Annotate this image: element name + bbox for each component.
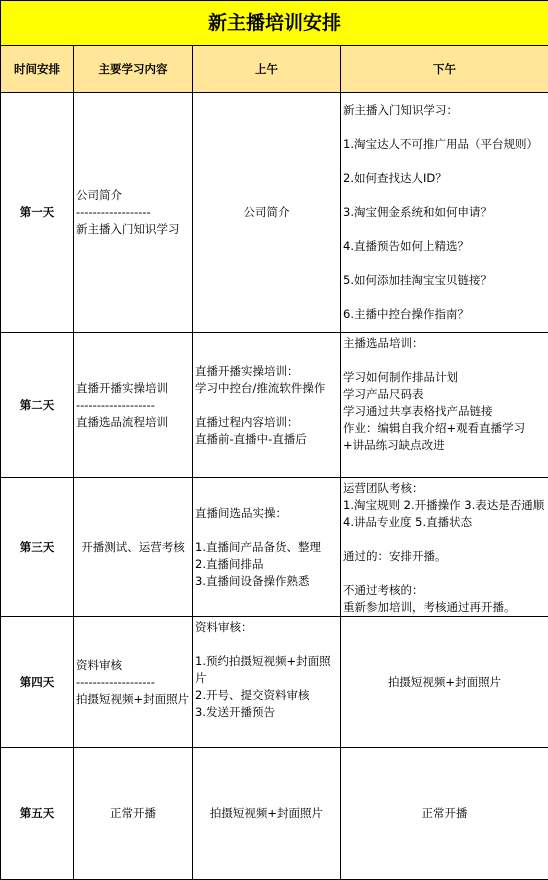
- row-afternoon: 正常开播: [341, 748, 548, 880]
- row-content: 资料审核 ------------------- 拍摄短视频+封面照片: [74, 617, 193, 748]
- row-afternoon: 新主播入门知识学习： 1.淘宝达人不可推广用品（平台规则） 2.如何查找达人ID？ 3.淘宝佣金系统和如何申请？ 4.直播预告如何上精选？ 5.如何添加挂淘宝宝贝链接？ 6.主播中控台操作指南？: [341, 93, 548, 333]
- row-day: 第三天: [1, 478, 74, 617]
- row-afternoon: 运营团队考核： 1.淘宝规则 2.开播操作 3.表达是否通顺 4.讲品专业度 5.直播状态 通过的：安排开播。 不通过考核的： 重新参加培训，考核通过再开播。: [341, 478, 548, 617]
- row-afternoon: 拍摄短视频+封面照片: [341, 617, 548, 748]
- row-morning: 直播开播实操培训： 学习中控台/推流软件操作 直播过程内容培训： 直播前-直播中-直播后: [193, 333, 341, 478]
- table-row: [1, 478, 548, 617]
- row-morning: 拍摄短视频+封面照片: [193, 748, 341, 880]
- row-content: 直播开播实操培训 ------------------- 直播选品流程培训: [74, 333, 193, 478]
- row-content: 开播测试、运营考核: [74, 478, 193, 617]
- header-content: 主要学习内容: [74, 46, 193, 93]
- header-morning: 上午: [193, 46, 341, 93]
- row-afternoon: 主播选品培训： 学习如何制作排品计划 学习产品尺码表 学习通过共享表格找产品链接 作业：编辑自我介绍+观看直播学习+讲品练习缺点改进: [341, 333, 548, 478]
- table-row: [1, 93, 548, 333]
- header-afternoon: 下午: [341, 46, 548, 93]
- row-day: 第五天: [1, 748, 74, 880]
- row-day: 第二天: [1, 333, 74, 478]
- table-title: 新主播培训安排: [1, 1, 548, 46]
- table-row: [1, 748, 548, 880]
- row-morning: 直播间选品实操： 1.直播间产品备货、整理 2.直播间排品 3.直播间设备操作熟悉: [193, 478, 341, 617]
- row-morning: 公司简介: [193, 93, 341, 333]
- row-day: 第四天: [1, 617, 74, 748]
- header-time: 时间安排: [1, 46, 74, 93]
- row-content: 正常开播: [74, 748, 193, 880]
- row-morning: 资料审核： 1.预约拍摄短视频+封面照片 2.开号、提交资料审核 3.发送开播预告: [193, 617, 341, 748]
- table-row: [1, 333, 548, 478]
- row-content: 公司简介 ------------------ 新主播入门知识学习: [74, 93, 193, 333]
- row-day: 第一天: [1, 93, 74, 333]
- table-row: [1, 617, 548, 748]
